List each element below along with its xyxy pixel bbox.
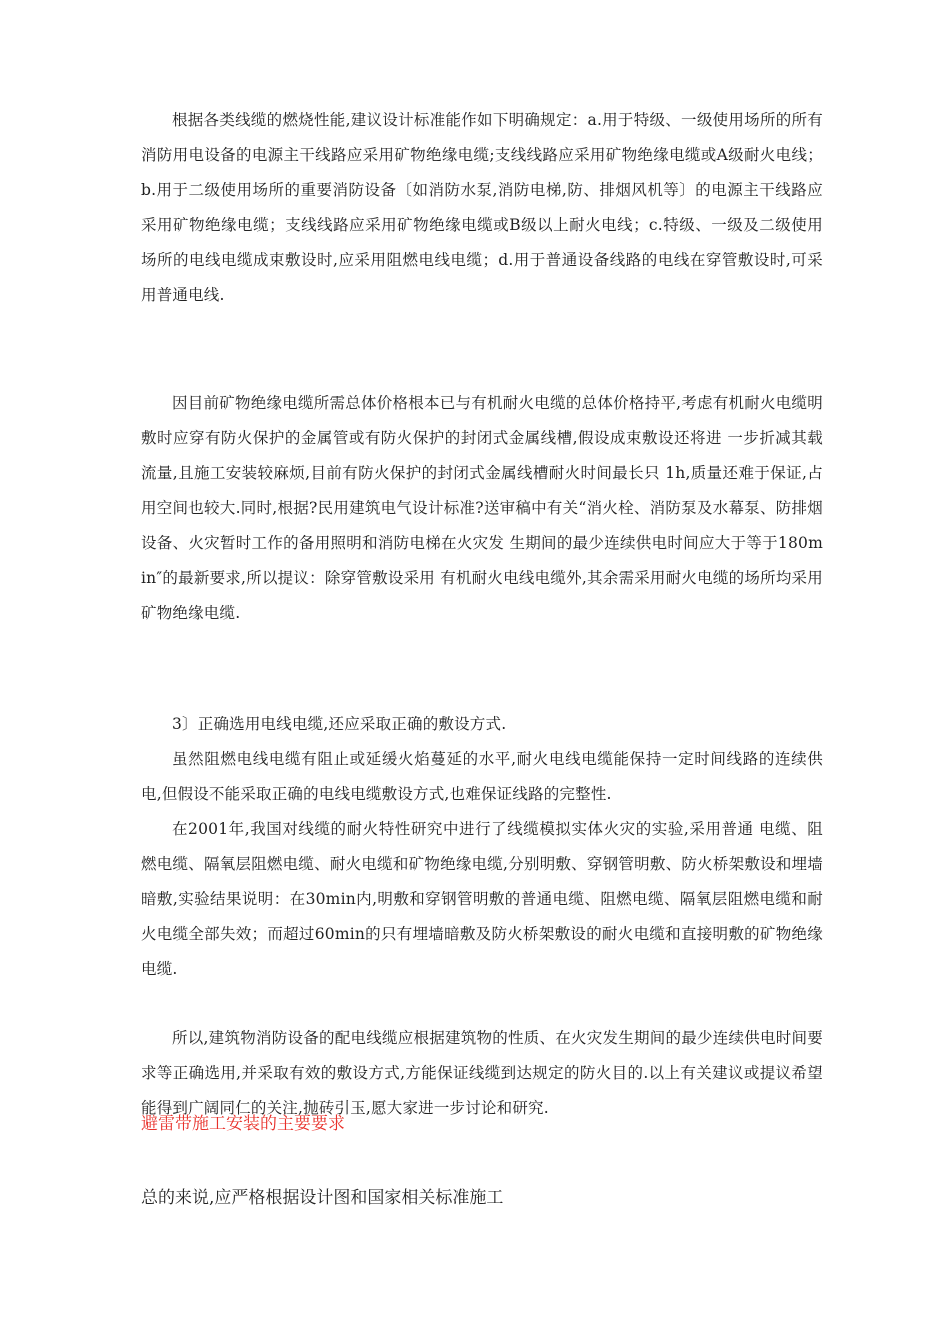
paragraph-burning-performance: 根据各类线缆的燃烧性能,建议设计标准能作如下明确规定：a.用于特级、一级使用场所的所有消防用电设备的电源主干线路应采用矿物绝缘电缆;支线线路应采用矿物绝缘电缆或A级耐火电线；b.用于二级使用场所的重要消防设备〔如消防水泵,消防电梯,防、排烟风机等〕的电源主干线路应采用矿物绝缘电缆；支线线路应采用矿物绝缘电缆或B级以上耐火电线；c.特级、一级及二级使用场所的电线电缆成束敷设时,应采用阻燃电线电缆；d.用于普通设备线路的电线在穿管敷设时,可采用普通电线. (141, 111, 823, 304)
paragraph-flame-retardant: 虽然阻燃电线电缆有阻止或延缓火焰蔓延的水平,耐火电线电缆能保持一定时间线路的连续供电,但假设不能采取正确的电线电缆敷设方式,也难保证线路的完整性. (141, 750, 823, 803)
paragraph-conclusion: 所以,建筑物消防设备的配电线缆应根据建筑物的性质、在火灾发生期间的最少连续供电时间要求等正确选用,并采取有效的敷设方式,方能保证线缆到达规定的防火目的.以上有关建议或提议希望能得到广阔同仁的关注,抛砖引玉,愿大家进一步讨论和研究. (141, 1029, 823, 1117)
paragraph-correct-laying: 3〕正确选用电线电缆,还应采取正确的敷设方式. (172, 715, 507, 733)
section-heading: 避雷带施工安装的主要要求 (141, 1114, 345, 1134)
closing-line: 总的来说,应严格根据设计图和国家相关标准施工 (141, 1188, 504, 1208)
paragraph-2001-experiment: 在2001年,我国对线缆的耐火特性研究中进行了线缆模拟实体火灾的实验,采用普通 电缆、阻燃电缆、隔氧层阻燃电缆、耐火电缆和矿物绝缘电缆,分别明敷、穿钢管明敷、防火桥架敷设和埋墙暗敷,实验结果说明：在30min内,明敷和穿钢管明敷的普通电缆、阻燃电缆、隔氧层阻燃电缆和耐火电缆全部失效；而超过60min的只有埋墙暗敷及防火桥架敷设的耐火电缆和直接明敷的矿物绝缘电缆. (141, 820, 823, 978)
paragraph-mineral-cable-price: 因目前矿物绝缘电缆所需总体价格根本已与有机耐火电缆的总体价格持平,考虑有机耐火电缆明敷时应穿有防火保护的金属管或有防火保护的封闭式金属线槽,假设成束敷设还将进 一步折减其载流量,且施工安装较麻烦,目前有防火保护的封闭式金属线槽耐火时间最长只 1h,质量还难于保证,占用空间也较大.同时,根据?民用建筑电气设计标准?送审稿中有关“消火栓、消防泵及水幕泵、防排烟设备、火灾暂时工作的备用照明和消防电梯在火灾发 生期间的最少连续供电时间应大于等于180min″的最新要求,所以提议：除穿管敷设采用 有机耐火电线电缆外,其余需采用耐火电缆的场所均采用矿物绝缘电缆. (141, 394, 823, 622)
